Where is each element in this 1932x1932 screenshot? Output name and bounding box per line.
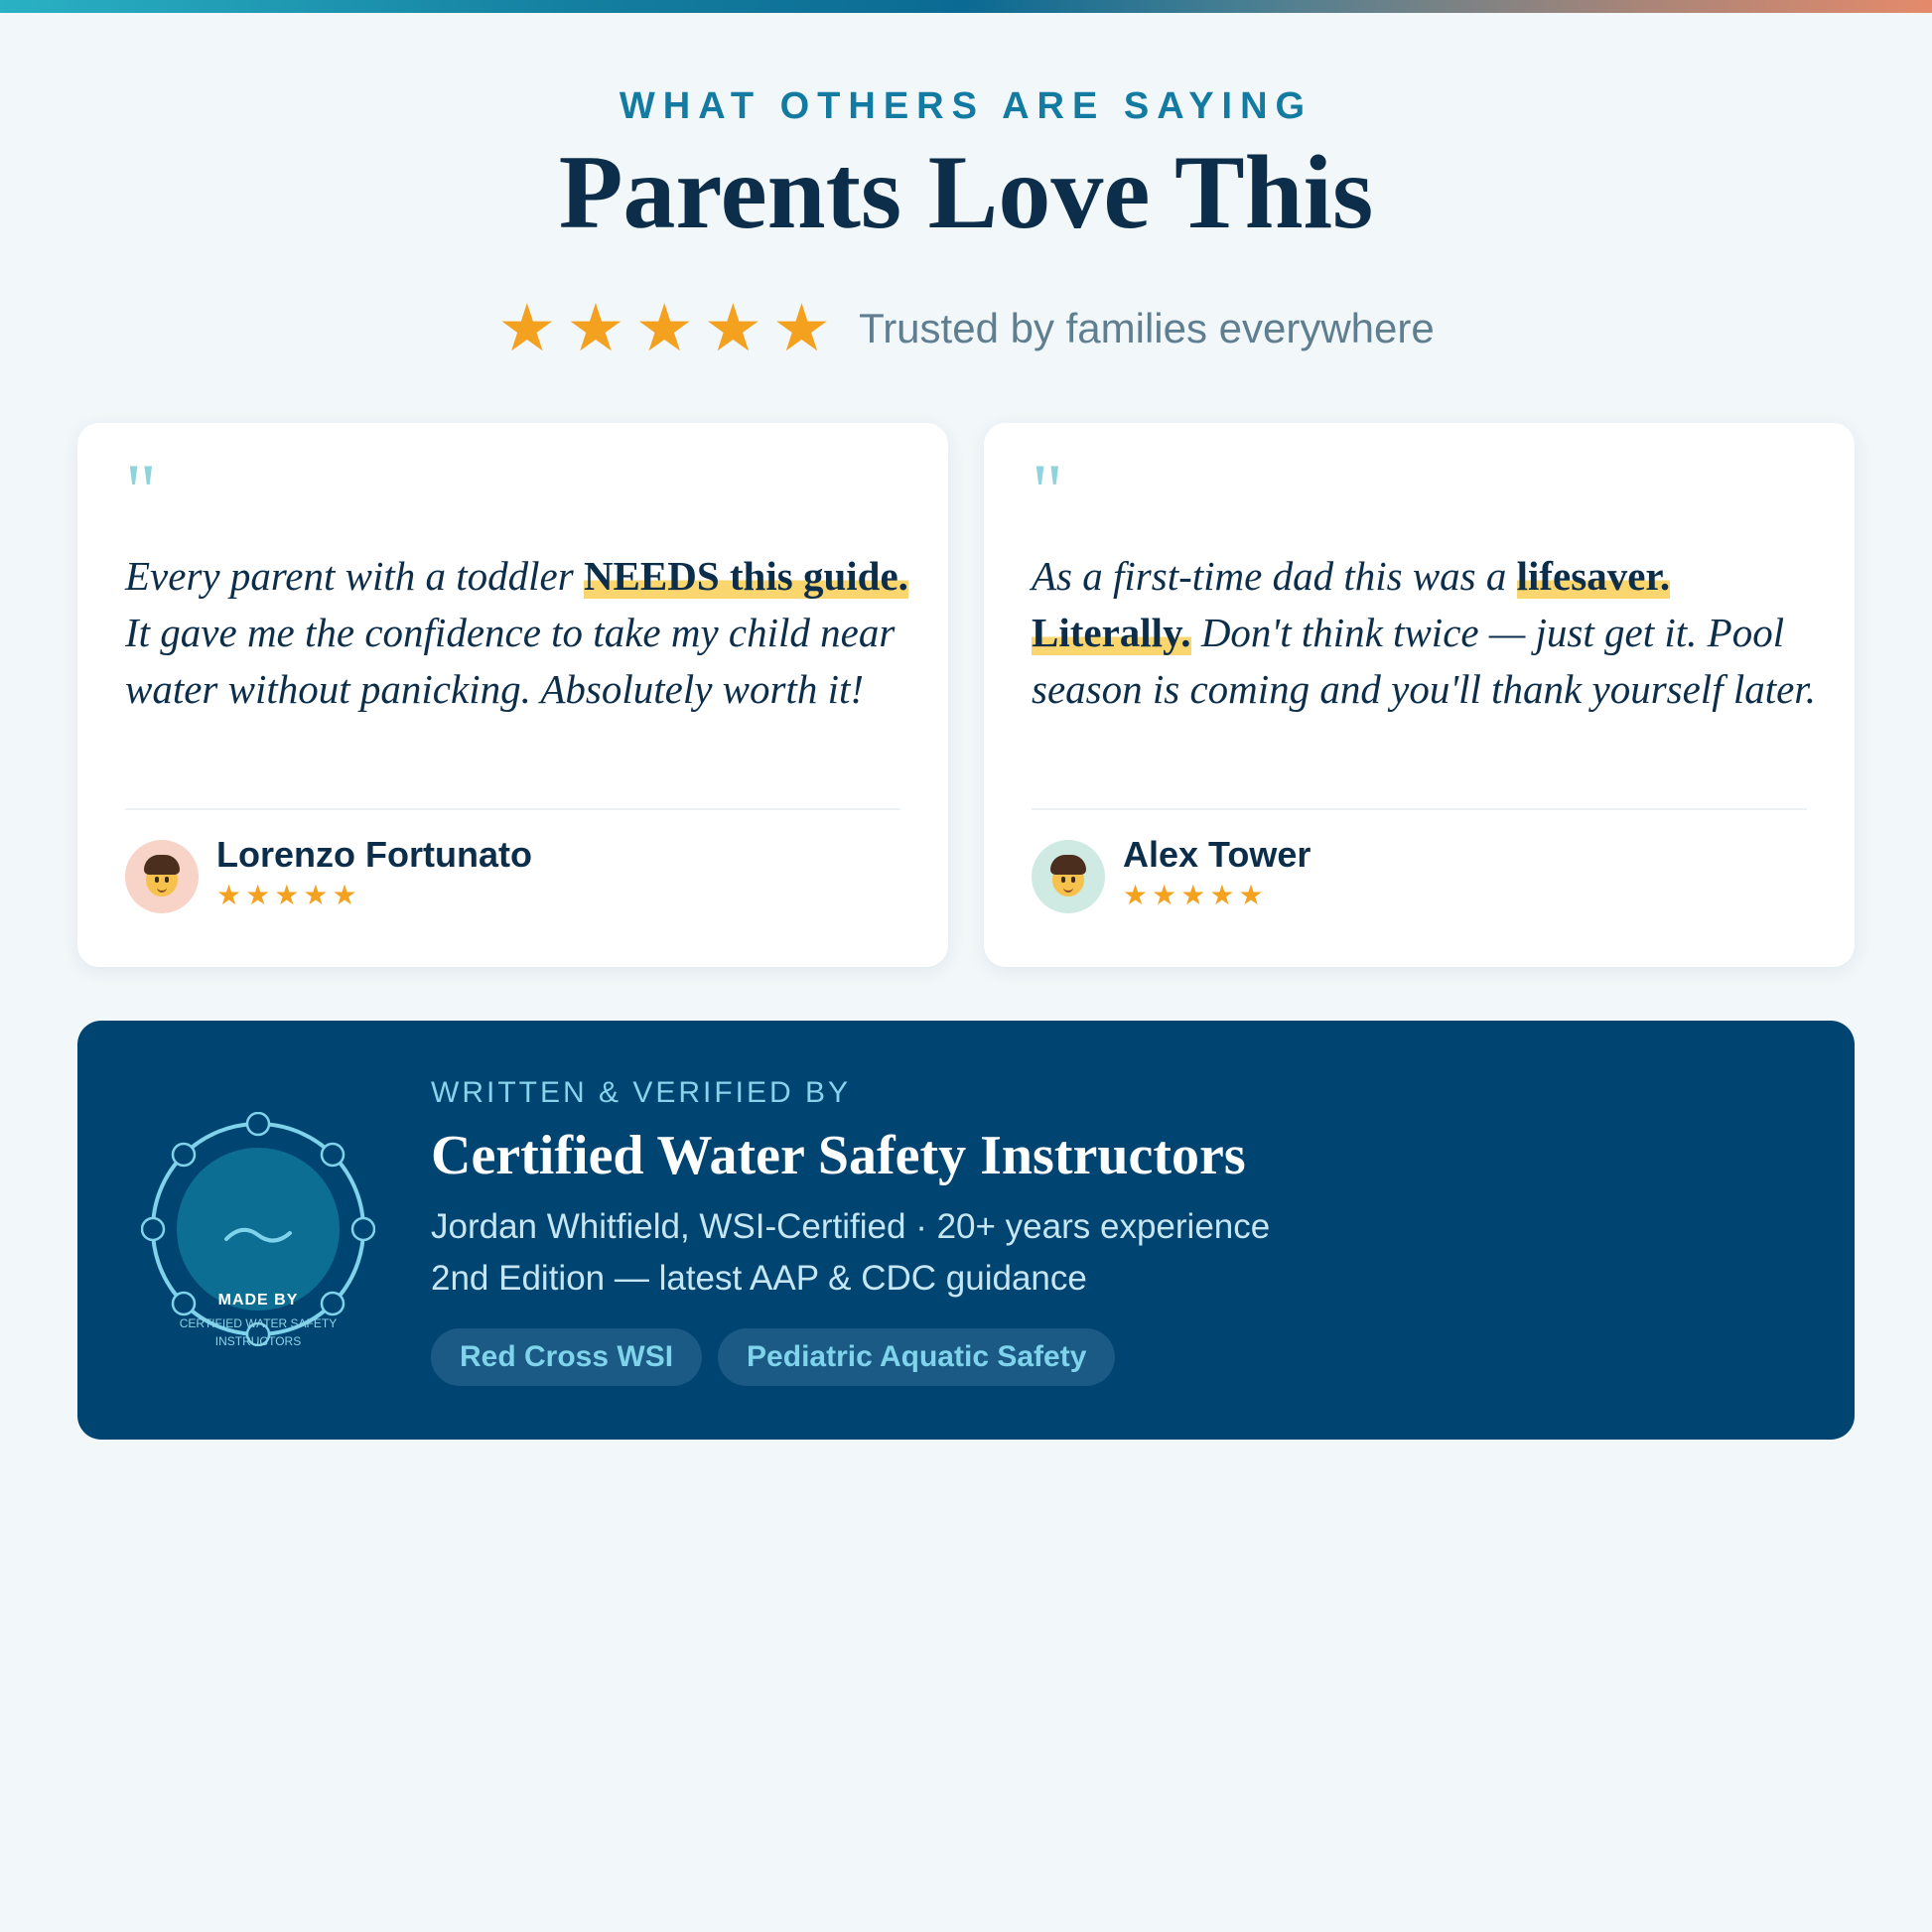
section-eyebrow: WHAT OTHERS ARE SAYING — [619, 85, 1313, 127]
man-face-icon — [1046, 855, 1090, 898]
star-icon: ★ — [497, 290, 557, 366]
credential-tags — [431, 1328, 1115, 1386]
quote-text-before: As a first-time dad this was a — [1032, 553, 1517, 599]
overall-rating-stars — [497, 290, 832, 366]
star-icon: ★ — [1180, 879, 1206, 911]
star-icon: ★ — [303, 879, 329, 911]
trusted-text: Trusted by families everywhere — [859, 305, 1435, 351]
quote-highlight: NEEDS this guide. — [583, 553, 908, 599]
testimonial-card — [984, 423, 1855, 967]
badge-title: MADE BY — [217, 1292, 299, 1309]
star-icon: ★ — [1152, 879, 1177, 911]
quote-icon: " — [1032, 448, 1063, 534]
star-icon: ★ — [634, 290, 694, 366]
card-divider — [125, 808, 900, 810]
star-icon: ★ — [1238, 879, 1264, 911]
card-divider — [1032, 808, 1807, 810]
avatar — [125, 840, 199, 913]
author-panel — [77, 1021, 1855, 1440]
quote-highlight: lifesaver. Literally. — [1032, 553, 1671, 655]
reviewer-rating — [216, 879, 357, 911]
author-title: Certified Water Safety Instructors — [431, 1125, 1246, 1186]
author-eyebrow: WRITTEN & VERIFIED BY — [431, 1076, 852, 1109]
quote-text-before: Every parent with a toddler — [125, 553, 584, 599]
top-accent-bar — [0, 0, 1932, 13]
lifebuoy-badge-icon — [141, 1112, 375, 1346]
star-icon: ★ — [332, 879, 357, 911]
quote-icon: " — [125, 448, 157, 534]
star-icon: ★ — [1209, 879, 1235, 911]
star-icon: ★ — [216, 879, 242, 911]
quote-text-after: Don't think twice — just get it. Pool season is coming and you'll thank yourself later. — [1032, 610, 1816, 712]
reviewer-name: Alex Tower — [1123, 834, 1311, 875]
page-title: Parents Love This — [558, 134, 1374, 250]
star-icon: ★ — [245, 879, 271, 911]
star-icon: ★ — [1123, 879, 1149, 911]
star-icon: ★ — [703, 290, 762, 366]
avatar — [1032, 840, 1105, 913]
testimonial-quote — [125, 548, 909, 718]
reviewer-rating — [1123, 879, 1264, 911]
tag-pediatric-aquatic-safety: Pediatric Aquatic Safety — [718, 1328, 1115, 1386]
star-icon: ★ — [566, 290, 625, 366]
man-face-icon — [140, 855, 184, 898]
star-icon: ★ — [274, 879, 300, 911]
certification-badge — [141, 1112, 375, 1346]
reviewer-name: Lorenzo Fortunato — [216, 834, 532, 875]
author-credentials: Jordan Whitfield, WSI-Certified · 20+ years experience — [431, 1207, 1271, 1246]
quote-text-after: It gave me the confidence to take my child near water without panicking. Absolutely worth it! — [125, 610, 896, 712]
testimonial-quote — [1032, 548, 1816, 718]
tag-red-cross-wsi: Red Cross WSI — [431, 1328, 702, 1386]
edition-info: 2nd Edition — latest AAP & CDC guidance — [431, 1259, 1087, 1298]
testimonial-card — [77, 423, 948, 967]
star-icon: ★ — [771, 290, 832, 366]
badge-subtitle: CERTIFIED WATER SAFETY INSTRUCTORS — [179, 1316, 338, 1348]
overall-rating — [0, 290, 1932, 366]
